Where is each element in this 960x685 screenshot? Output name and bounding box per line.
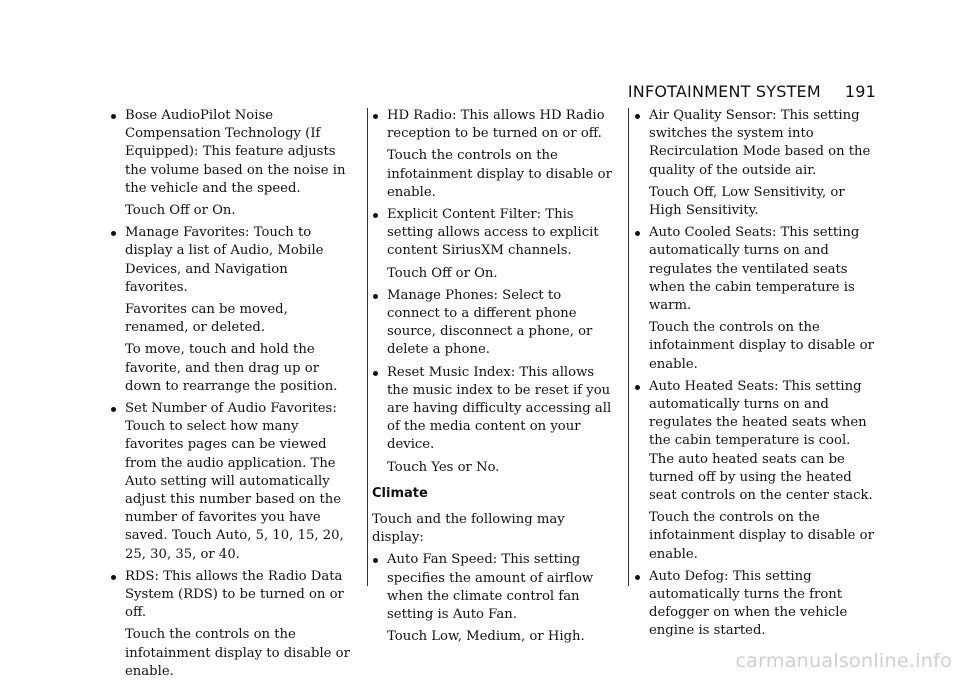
section-intro: Touch and the following may display: (372, 512, 565, 546)
item-text: HD Radio: This allows HD Radio reception to be turned on or off. (387, 108, 605, 142)
list-item (110, 400, 352, 564)
bullet-icon (373, 371, 378, 376)
column-divider (367, 108, 368, 586)
item-text: Manage Favorites: Touch to display a list of Audio, Mobile Devices, and Navigation favorites. (125, 225, 324, 295)
bullet-icon (373, 294, 378, 299)
item-subtext: Favorites can be moved, renamed, or deleted. (125, 302, 288, 336)
watermark: carmanualsonline.info (735, 650, 952, 672)
list-item (110, 568, 352, 681)
item-text: Auto Fan Speed: This setting specifies the amount of airflow when the climate control fan setting is Auto Fan. (387, 552, 594, 623)
item-subtext: Touch the controls on the infotainment display to disable or enable. (649, 510, 874, 562)
bullet-icon (635, 575, 640, 580)
item-text: Bose AudioPilot Noise Compensation Technology (If Equipped): This feature adjusts the volume based on the noise in the vehicle and the speed. (125, 108, 346, 196)
list-item (372, 364, 614, 477)
item-text: Auto Heated Seats: This setting automatically turns on and regulates the heated seats when the cabin temperature is cool. The auto heated seats can be turned off by using the heated seat controls on the center stack. (649, 378, 873, 504)
list-item (110, 107, 352, 220)
list-item (634, 224, 876, 374)
item-subtext: Touch Off or On. (387, 265, 498, 281)
bullet-icon (111, 231, 116, 236)
item-subtext: To move, touch and hold the favorite, and then drag up or down to rearrange the position. (125, 342, 338, 394)
list-item (372, 206, 614, 283)
column-3 (634, 107, 876, 645)
list-item (372, 551, 614, 646)
item-text: Air Quality Sensor: This setting switches the system into Recirculation Mode based on the quality of the outside air. (649, 108, 871, 178)
column-1 (110, 107, 352, 685)
column-2 (372, 107, 614, 650)
bullet-icon (111, 575, 116, 580)
item-text: Reset Music Index: This allows the music index to be reset if you are having difficulty accessing all of the media content on your device. (387, 364, 612, 453)
page-header (628, 82, 876, 101)
item-text: Manage Phones: Select to connect to a different phone source, disconnect a phone, or delete a phone. (387, 287, 593, 358)
item-subtext: Touch Off, Low Sensitivity, or High Sensitivity. (649, 184, 845, 219)
bullet-icon (635, 114, 640, 119)
bullet-icon (111, 114, 116, 119)
bullet-icon (111, 407, 116, 412)
item-subtext: Touch the controls on the infotainment display to disable or enable. (125, 627, 350, 679)
list-item (634, 568, 876, 641)
item-text: Explicit Content Filter: This setting allows access to explicit content SiriusXM channels. (387, 207, 599, 259)
column-divider (628, 108, 629, 586)
list-item (372, 287, 614, 360)
item-subtext: Touch Yes or No. (387, 459, 500, 475)
item-subtext: Touch the controls on the infotainment display to disable or enable. (649, 320, 874, 372)
bullet-icon (373, 114, 378, 119)
item-text: Auto Defog: This setting automatically turns the front defogger on when the vehicle engine is started. (649, 568, 848, 639)
bullet-icon (635, 385, 640, 390)
item-subtext: Touch Off or On. (125, 203, 236, 219)
section-heading: Climate (372, 485, 428, 501)
list-item (634, 107, 876, 220)
item-text: Set Number of Audio Favorites: Touch to select how many favorites pages can be viewed from the audio application. The Auto setting will automatically adjust this number based on the number of favorites you have saved. Touch Auto, 5, 10, 15, 20, 25, 30, 35, or 40. (125, 401, 344, 562)
bullet-icon (373, 558, 378, 563)
list-item (372, 107, 614, 202)
bullet-icon (373, 213, 378, 218)
item-subtext: Touch the controls on the infotainment display to disable or enable. (387, 148, 612, 200)
item-subtext: Touch Low, Medium, or High. (387, 629, 585, 645)
item-text: RDS: This allows the Radio Data System (RDS) to be turned on or off. (125, 568, 344, 621)
list-item (634, 378, 876, 564)
bullet-icon (635, 231, 640, 236)
section-title: INFOTAINMENT SYSTEM (627, 82, 821, 101)
list-item (110, 224, 352, 396)
page-number: 191 (844, 82, 876, 101)
item-text: Auto Cooled Seats: This setting automatically turns on and regulates the ventilated seats when the cabin temperature is warm. (649, 225, 860, 314)
